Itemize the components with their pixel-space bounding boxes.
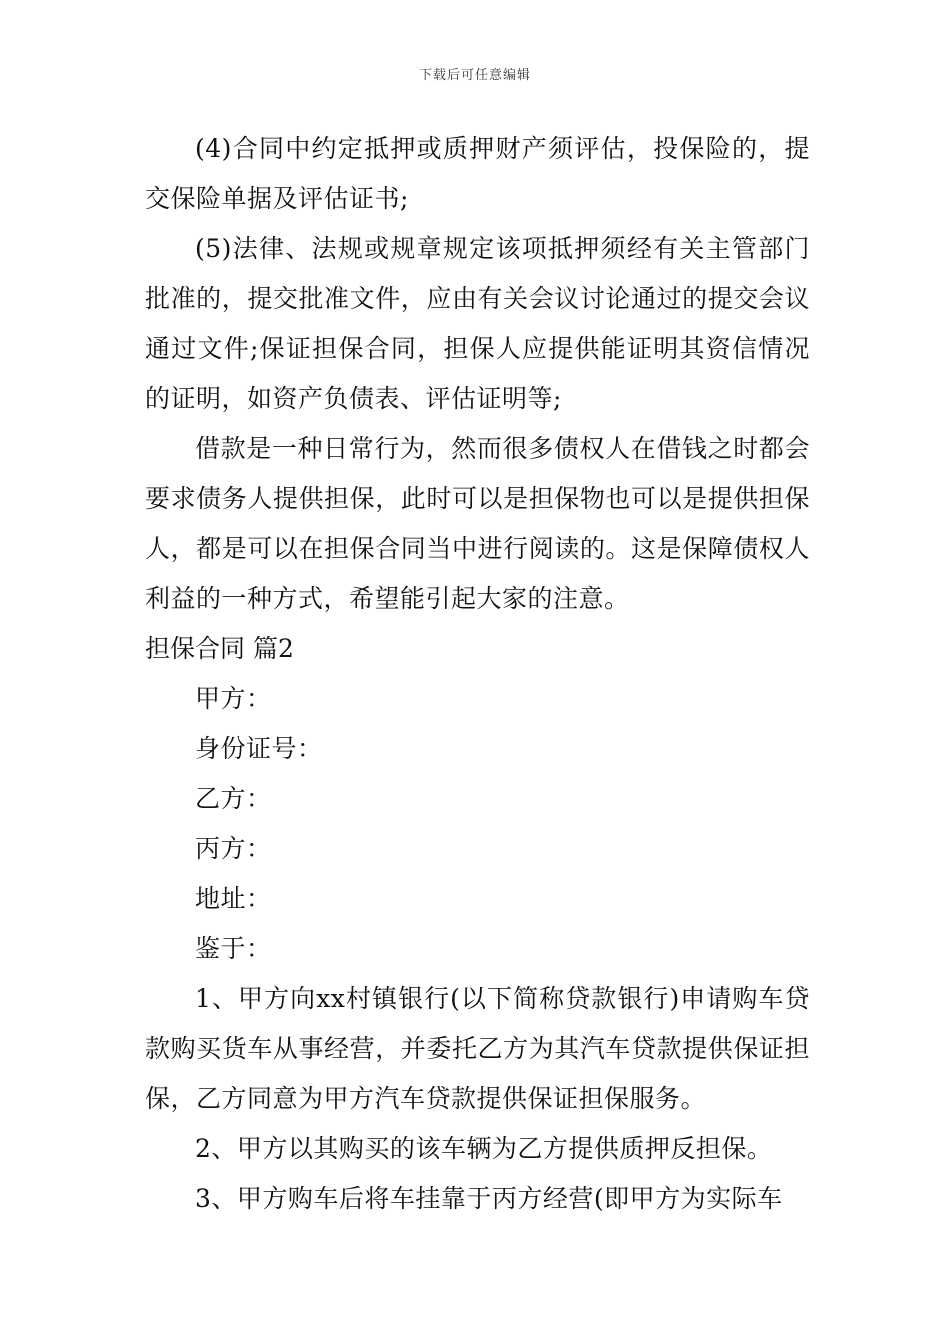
id-number-label: 身份证号： bbox=[195, 734, 323, 763]
paragraph-item-5: (5)法律、法规或规章规定该项抵押须经有关主管部门批准的，提交批准文件，应由有关会议讨论通过的提交会议通过文件;保证担保合同，担保人应提供能证明其资信情况的证明，如资产负债表、评估证明等; bbox=[145, 234, 810, 413]
whereas-label: 鉴于： bbox=[195, 934, 272, 963]
page-header-note: 下载后可任意编辑 bbox=[418, 68, 531, 83]
clause-1: 1、甲方向xx村镇银行(以下简称贷款银行)申请购车贷款购买货车从事经营，并委托乙方为其汽车贷款提供保证担保，乙方同意为甲方汽车贷款提供保证担保服务。 bbox=[145, 984, 810, 1113]
document-body bbox=[145, 124, 810, 1224]
clause-3: 3、甲方购车后将车挂靠于丙方经营(即甲方为实际车 bbox=[195, 1184, 783, 1213]
party-a-label: 甲方： bbox=[195, 684, 272, 713]
party-b-label: 乙方： bbox=[195, 784, 272, 813]
paragraph-item-4: (4)合同中约定抵押或质押财产须评估，投保险的，提交保险单据及评估证书; bbox=[145, 134, 810, 213]
paragraph-summary: 借款是一种日常行为，然而很多债权人在借钱之时都会要求债务人提供担保，此时可以是担保物也可以是提供担保人，都是可以在担保合同当中进行阅读的。这是保障债权人利益的一种方式，希望能引起大家的注意。 bbox=[145, 434, 810, 613]
address-label: 地址： bbox=[195, 884, 272, 913]
section-title: 担保合同 篇2 bbox=[145, 634, 294, 663]
clause-2: 2、甲方以其购买的该车辆为乙方提供质押反担保。 bbox=[195, 1134, 773, 1163]
party-c-label: 丙方： bbox=[195, 834, 272, 863]
